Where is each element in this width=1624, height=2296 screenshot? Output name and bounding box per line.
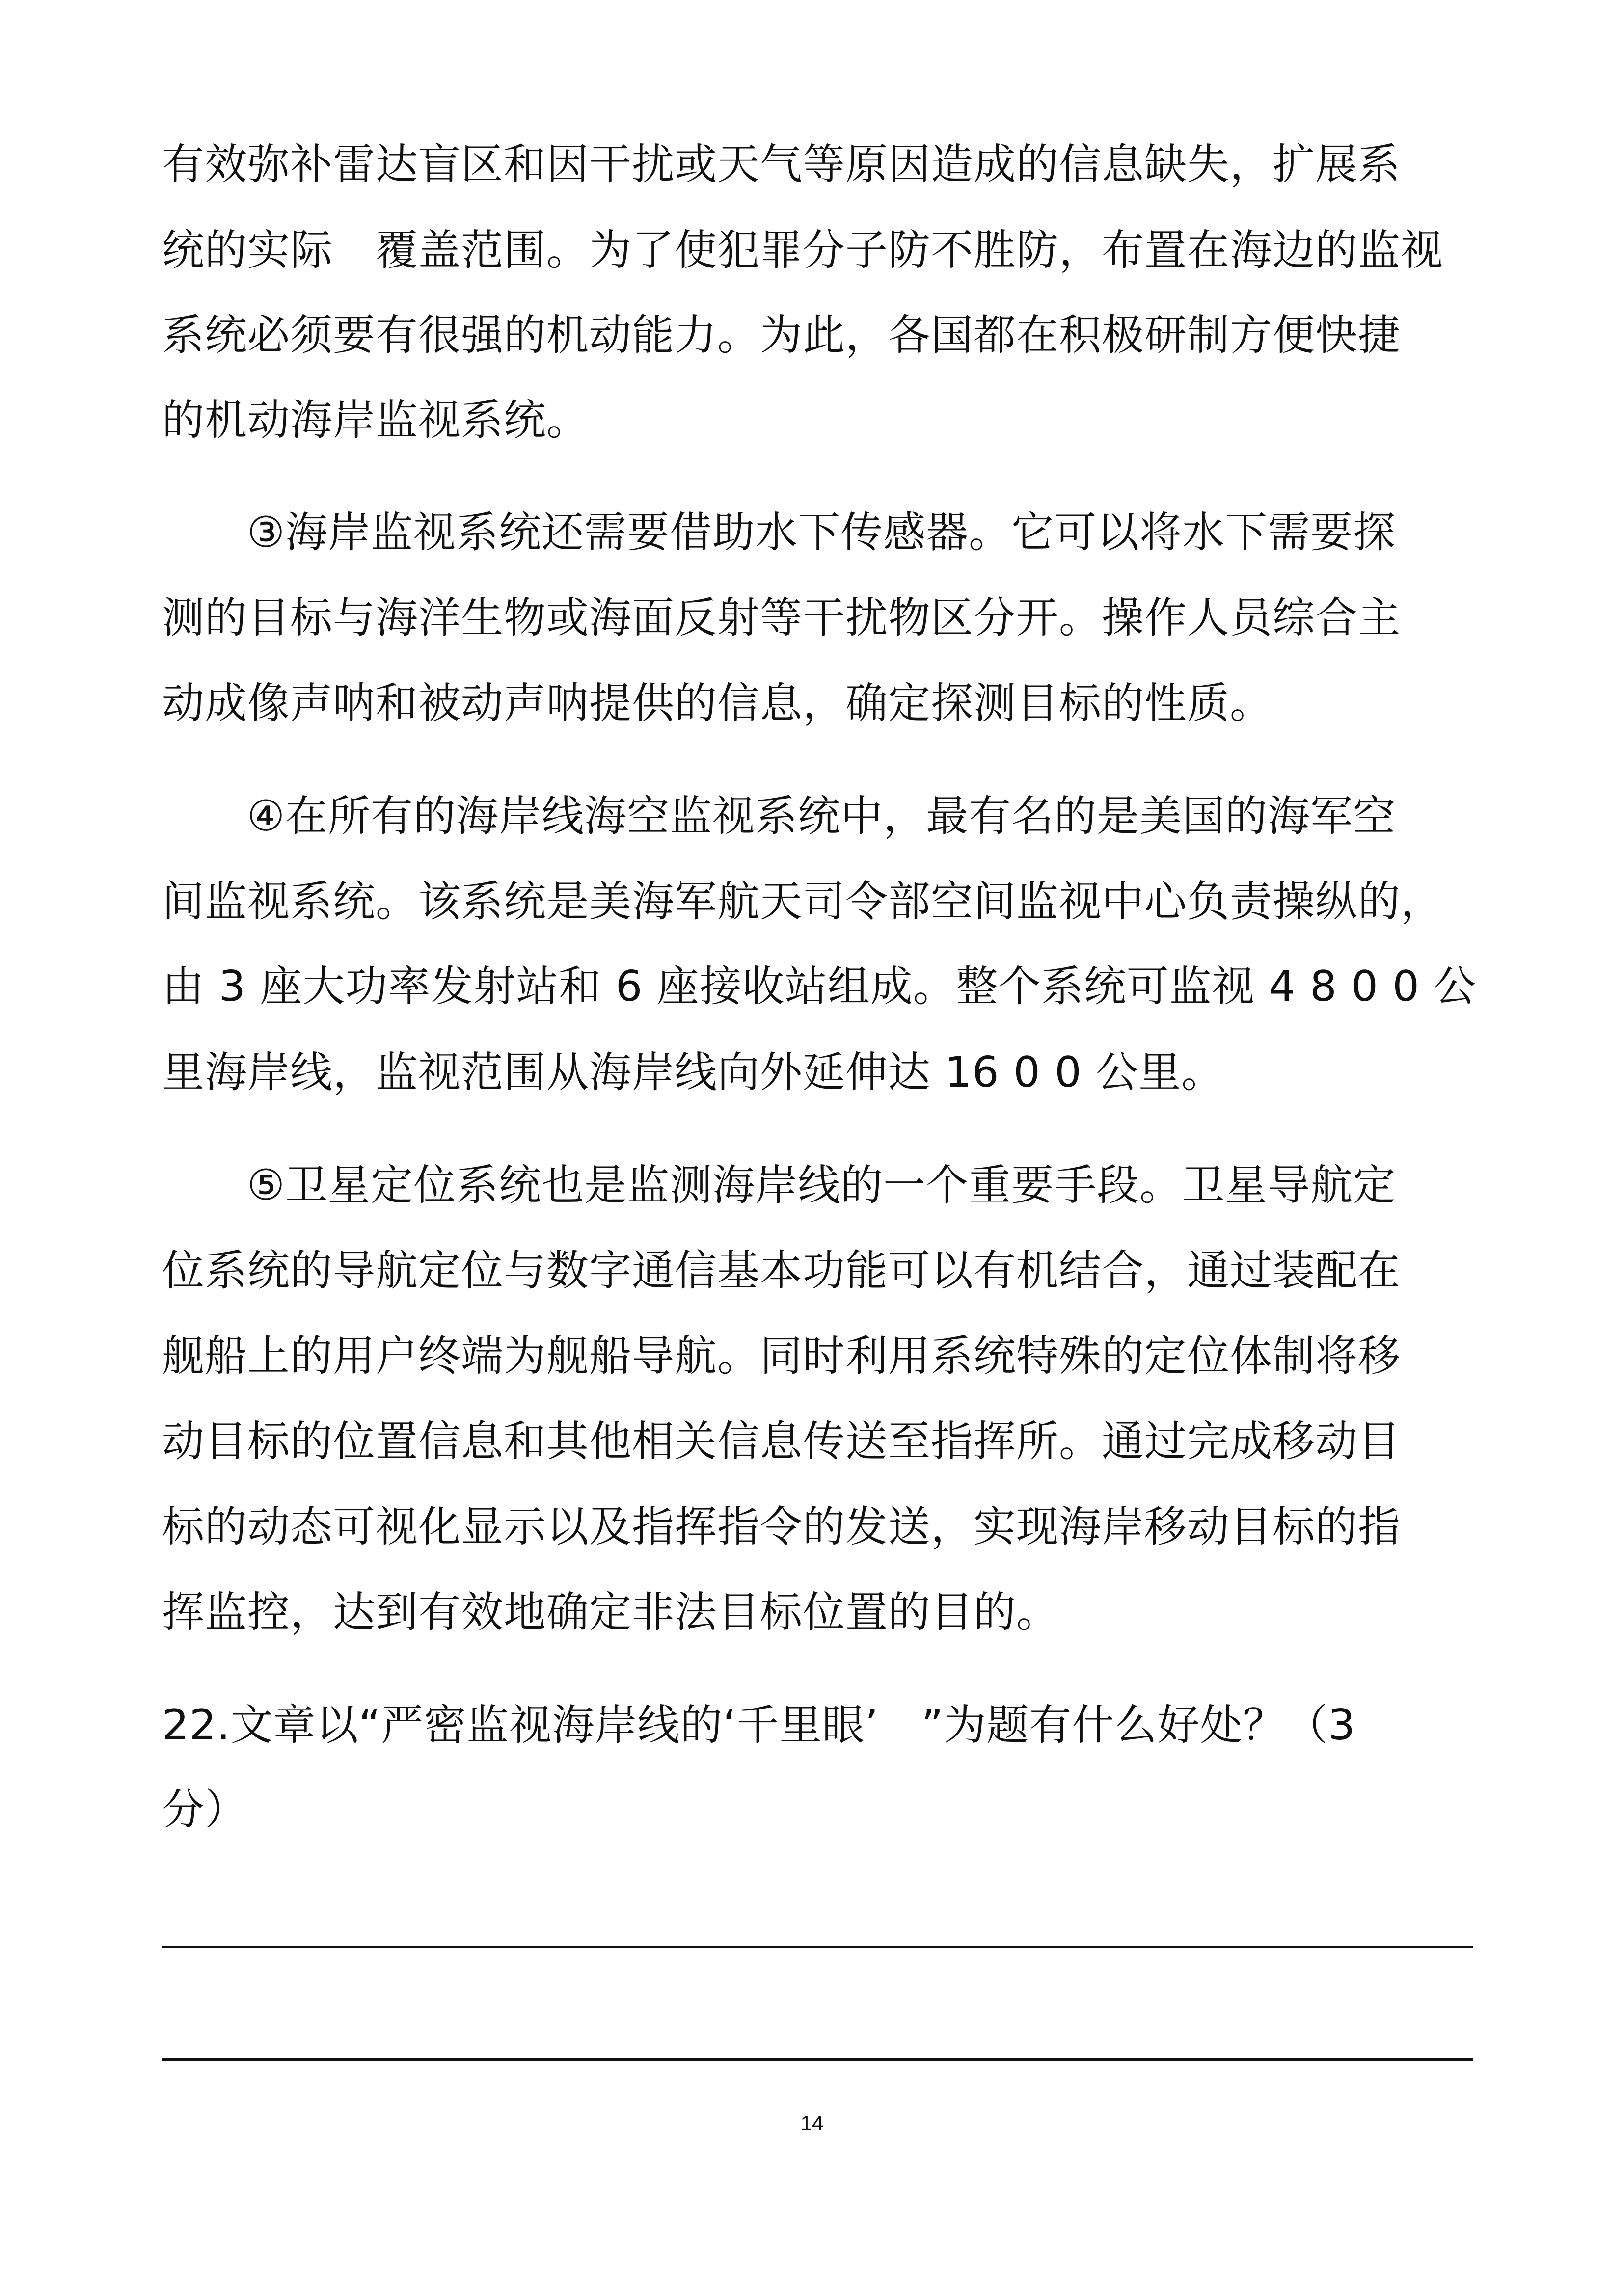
text-line: ③海岸监视系统还需要借助水下传感器。它可以将水下需要探 [247,508,1396,557]
text-line: 间监视系统。该系统是美海军航天司令部空间监视中心负责操纵的， [162,877,1443,926]
text-line: 统的实际 覆盖范围。为了使犯罪分子防不胜防，布置在海边的监视 [162,226,1443,275]
text-line: 动目标的位置信息和其他相关信息传送至指挥所。通过完成移动目 [162,1417,1401,1466]
text-line: 挥监控，达到有效地确定非法目标位置的目的。 [162,1588,1059,1637]
text-line: 舰船上的用户终端为舰船导航。同时利用系统特殊的定位体制将移 [162,1332,1401,1381]
text-line: ⑤卫星定位系统也是监测海岸线的一个重要手段。卫星导航定 [247,1161,1396,1210]
text-line: ④在所有的海岸线海空监视系统中，最有名的是美国的海军空 [247,792,1396,841]
text-line: 由 3 座大功率发射站和 6 座接收站组成。整个系统可监视 4 8 0 0 公 [162,962,1477,1011]
text-line: 有效弥补雷达盲区和因干扰或天气等原因造成的信息缺失，扩展系 [162,140,1401,189]
text-line: 标的动态可视化显示以及指挥指令的发送，实现海岸移动目标的指 [162,1502,1401,1551]
text-line: 动成像声呐和被动声呐提供的信息，确定探测目标的性质。 [162,679,1272,728]
question-text: 分） [162,1785,247,1834]
answer-line[interactable] [162,1946,1473,1948]
text-line: 的机动海岸监视系统。 [162,396,589,445]
text-line: 系统必须要有很强的机动能力。为此，各国都在积极研制方便快捷 [162,311,1401,360]
page-number: 14 [800,2111,824,2135]
text-line: 位系统的导航定位与数字通信基本功能可以有机结合，通过装配在 [162,1246,1401,1295]
text-line: 测的目标与海洋生物或海面反射等干扰物区分开。操作人员综合主 [162,593,1401,642]
question-text: 22.文章以“严密监视海岸线的‘千里眼’ ”为题有什么好处？（3 [162,1701,1356,1750]
text-line: 里海岸线，监视范围从海岸线向外延伸达 16 0 0 公里。 [162,1048,1224,1097]
answer-line[interactable] [162,2058,1473,2061]
